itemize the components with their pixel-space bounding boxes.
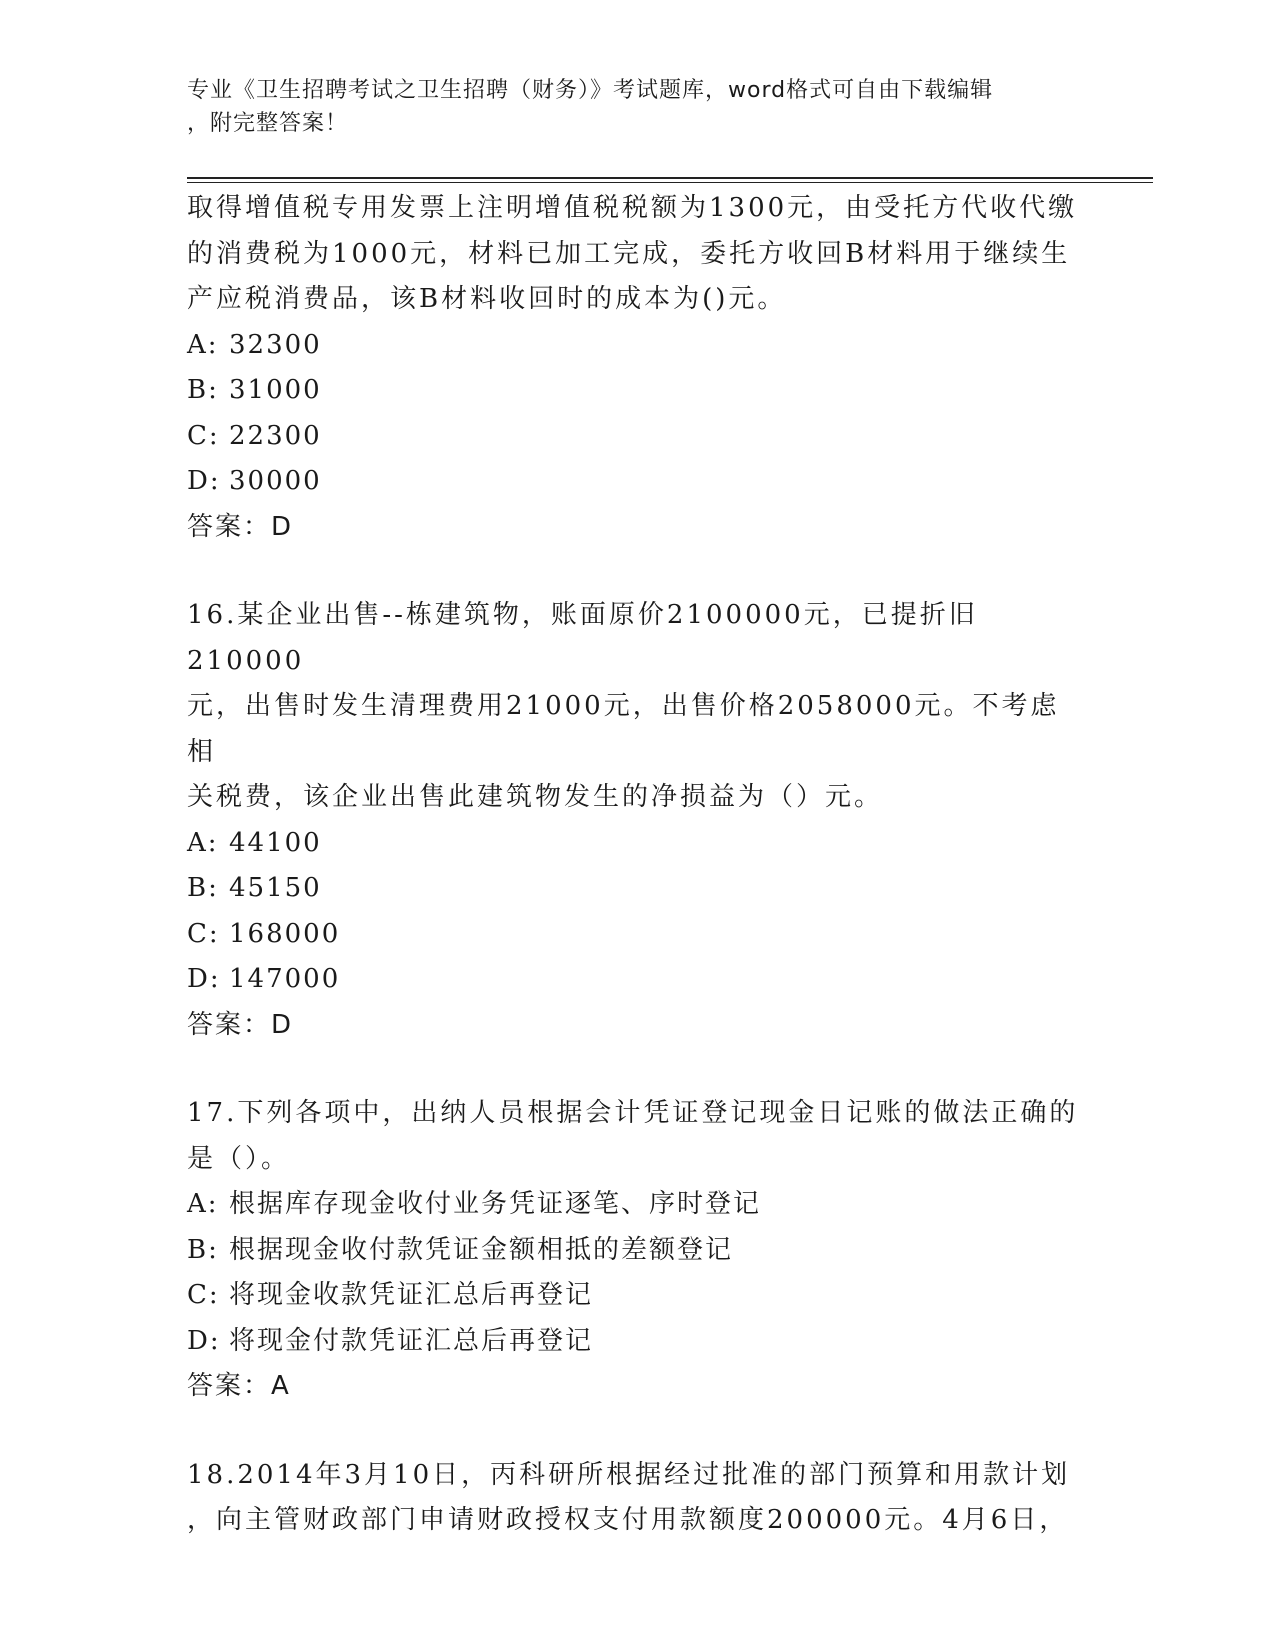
header-divider-thick (187, 177, 1153, 179)
question-text-line: 元，出售时发生清理费用21000元，出售价格2058000元。不考虑相 (187, 691, 1060, 767)
question-gap (187, 1048, 1087, 1091)
option-text: 168000 (229, 918, 341, 949)
header-divider-thin (187, 182, 1153, 183)
option-b (187, 1228, 1087, 1274)
option-b (187, 368, 1087, 414)
option-d (187, 459, 1087, 505)
option-text: 31000 (229, 375, 322, 405)
question-text-line: 的消费税为1000元，材料已加工完成，委托方收回B材料用于继续生 (187, 238, 1071, 269)
option-c (187, 414, 1087, 460)
option-label: B: (187, 375, 219, 405)
answer: 答案：A (187, 1371, 291, 1401)
option-text: 22300 (229, 420, 322, 451)
header-title-line-2: ，附完整答案！ (187, 111, 349, 136)
option-text: 根据现金收付款凭证金额相抵的差额登记 (229, 1234, 734, 1265)
option-label: D: (187, 964, 221, 994)
question-text-line: 17.下列各项中，出纳人员根据会计凭证登记现金日记账的做法正确的 (187, 1098, 1079, 1128)
option-text: 根据库存现金收付业务凭证逐笔、序时登记 (229, 1189, 762, 1219)
option-b (187, 866, 1087, 912)
document-header (187, 74, 1077, 140)
answer: 答案：D (187, 1009, 294, 1040)
option-text: 将现金收款凭证汇总后再登记 (229, 1280, 594, 1310)
option-label: C: (187, 918, 220, 949)
option-c (187, 1273, 1087, 1319)
option-d (187, 957, 1087, 1003)
option-a (187, 821, 1087, 867)
answer: 答案：D (187, 511, 294, 542)
question-text-line: 产应税消费品，该B材料收回时的成本为()元。 (187, 284, 787, 314)
question-text-line: 关税费，该企业出售此建筑物发生的净损益为（）元。 (187, 782, 884, 812)
option-label: A: (187, 827, 219, 858)
question-text-line: 是（）。 (187, 1143, 291, 1174)
option-d (187, 1319, 1087, 1365)
question-text-line: 16.某企业出售--栋建筑物，账面原价2100000元，已提折旧210000 (187, 600, 978, 676)
option-label: D: (187, 466, 221, 496)
option-label: D: (187, 1325, 221, 1356)
option-text: 45150 (229, 873, 322, 903)
question-16 (187, 593, 1087, 1048)
question-text-line: 18.2014年3月10日，丙科研所根据经过批准的部门预算和用款计划 (187, 1459, 1071, 1490)
question-18 (187, 1453, 1087, 1544)
header-title-line-1: 专业《卫生招聘考试之卫生招聘（财务）》考试题库，word格式可自由下载编辑 (187, 78, 994, 103)
option-text: 44100 (229, 827, 322, 858)
question-15 (187, 186, 1087, 550)
question-17 (187, 1091, 1087, 1410)
question-text-line: 取得增值税专用发票上注明增值税税额为1300元，由受托方代收代缴 (187, 193, 1078, 223)
option-label: C: (187, 420, 220, 451)
option-text: 将现金付款凭证汇总后再登记 (229, 1325, 594, 1356)
question-list (187, 186, 1087, 1544)
option-label: A: (187, 329, 219, 360)
option-text: 32300 (229, 329, 322, 360)
option-c (187, 912, 1087, 958)
option-a (187, 1182, 1087, 1228)
option-text: 147000 (229, 964, 341, 994)
option-label: B: (187, 873, 219, 903)
option-label: A: (187, 1189, 219, 1219)
option-label: C: (187, 1280, 220, 1310)
option-text: 30000 (229, 466, 322, 496)
question-gap (187, 1410, 1087, 1453)
option-a (187, 323, 1087, 369)
question-gap (187, 550, 1087, 593)
question-text-line: ，向主管财政部门申请财政授权支付用款额度200000元。4月6日， (187, 1505, 1069, 1535)
option-label: B: (187, 1234, 219, 1265)
